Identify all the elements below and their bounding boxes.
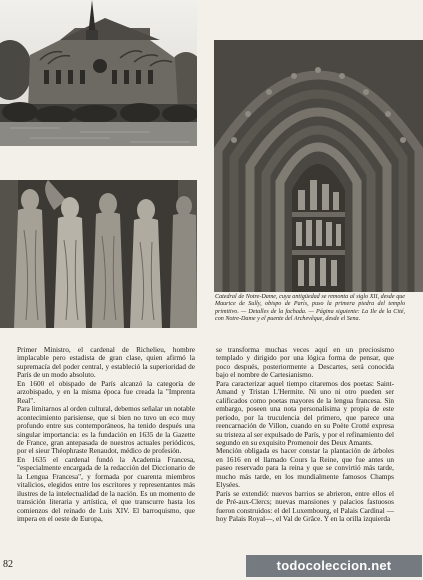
- body-paragraph: París se extendió: nuevos barrios se abrieron, entre ellos el de Pré-aux-Clercs; nuevas mansiones y palacios fastuosos fueron construidos: el del Luxembourg, el Palais Cardinal —hoy Palais Royal—, el Val de Grâce. Y en la orilla izquierda: [216, 489, 394, 524]
- notre-dame-exterior-photo: [0, 0, 197, 146]
- body-column-right: [216, 346, 394, 524]
- body-paragraph: Mención obligada es hacer constar la plantación de árboles en 1616 en el llamado Cours la Reine, que fue antes un paseo reservado para la reina y que se convirtió más tarde, mucho más tarde, en los mundialmente famosos Champs Elysées.: [216, 447, 394, 490]
- body-paragraph: Primer Ministro, el cardenal de Richelieu, hombre implacable pero estadista de gran clase, quien afirmó la supremacía del poder central, y estableció la superioridad de París de un modo absoluto.: [17, 346, 195, 380]
- statues-photo: [0, 180, 197, 328]
- body-paragraph: Para caracterizar aquel tiempo citaremos dos poetas: Saint-Amand y Tristan L'Hermite. Ni uno ni otro pueden ser calificados como poetas mayores de la lengua francesa. Sin embargo, poseen una nota personalísima y propia de este periodo, por la truculencia del primero, que parece una reencarnación de Villon, cuando en su Poète Crotté expresa su tristeza al ser expulsado de París, y por el refinamiento del segundo en su exquisito Promenoir des Deux Amants.: [216, 379, 394, 447]
- photo-caption: Catedral de Notre-Dame, cuya antigüedad se remonta al siglo XII, desde que Maurice de Sully, obispo de París, puso la primera piedra del templo primitivo. — Detalles de la fachada. — Página siguiente: La Ile de la Cité, con Notre-Dame y el puente del Archevêque, desde el Sena.: [215, 294, 405, 323]
- portal-detail-photo: [214, 40, 423, 292]
- page-number: 82: [3, 559, 13, 570]
- body-paragraph: Para limitarnos al orden cultural, debemos señalar un notable acontecimiento parisiense, que si bien no tuvo un eco muy profundo entre sus contemporáneos, ha tenido después una singular importancia: es la fundación en 1635 de la Gazette de France, gran antepasada de nuestros actuales periódicos, por el sieur Théophraste Renaudot, médico de profesión.: [17, 405, 195, 456]
- body-paragraph: se transforma muchas veces aquí en un preciosismo templado y dirigido por una lógica forma de pensar, que poco después, posteriormente a Descartes, será conocida bajo el nombre de Cartesianismo.: [216, 346, 394, 380]
- body-paragraph: En 1600 el obispado de París alcanzó la categoría de arzobispado, y en la misma época fue creada la "Imprenta Real".: [17, 379, 195, 405]
- statues-illustration: [0, 180, 197, 328]
- portal-illustration: [214, 40, 423, 292]
- notre-dame-illustration: [0, 0, 197, 146]
- watermark-logo: todocoleccion.net: [246, 555, 422, 577]
- body-paragraph: En 1635 el cardenal fundó la Academia Francesa, "especialmente encargada de la redacción del Diccionario de la Lengua Francesa", y formada por cuarenta miembros vitalicios, elegidos entre los escritores y representantes más ilustres de la intelectualidad de la nación. Es un momento de transición literaria y artística, el que transcurre hasta los comienzos del reinado de Luis XIV. El barroquismo, que impera en el oeste de Europa,: [17, 455, 195, 524]
- body-column-left: [17, 346, 195, 524]
